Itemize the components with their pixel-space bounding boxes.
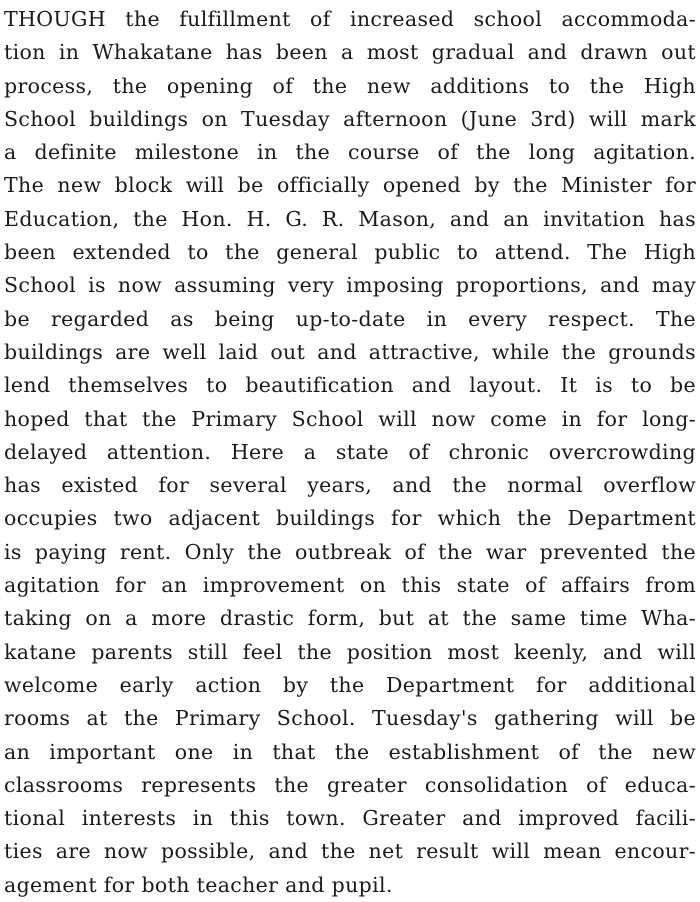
text-line: ties are now possible, and the net result will mean encour- bbox=[4, 839, 696, 864]
text-line: taking on a more drastic form, but at the same time Wha- bbox=[4, 606, 696, 631]
text-line: The new block will be officially opened by the Minister for bbox=[4, 173, 696, 198]
text-line: buildings are well laid out and attractive, while the grounds bbox=[4, 339, 696, 364]
text-line: welcome early action by the Department for additional bbox=[4, 672, 696, 697]
article-text bbox=[4, 3, 696, 902]
text-line: agitation for an improvement on this state of affairs from bbox=[4, 573, 696, 598]
text-line: be regarded as being up-to-date in every respect. The bbox=[4, 306, 696, 331]
text-line: agement for both teacher and pupil. bbox=[4, 872, 393, 897]
text-line: katane parents still feel the position most keenly, and will bbox=[4, 639, 696, 664]
text-line: occupies two adjacent buildings for which the Department bbox=[4, 506, 696, 531]
text-line: has existed for several years, and the normal overflow bbox=[4, 473, 696, 498]
text-line: tional interests in this town. Greater and improved facili- bbox=[4, 806, 696, 831]
text-line: delayed attention. Here a state of chronic overcrowding bbox=[4, 439, 696, 464]
text-line: hoped that the Primary School will now come in for long- bbox=[4, 406, 696, 431]
text-line: rooms at the Primary School. Tuesday's gathering will be bbox=[4, 706, 696, 731]
text-line: is paying rent. Only the outbreak of the war prevented the bbox=[4, 539, 696, 564]
text-line: tion in Whakatane has been a most gradual and drawn out bbox=[4, 40, 696, 65]
text-line: School buildings on Tuesday afternoon (June 3rd) will mark bbox=[4, 106, 696, 131]
text-line: been extended to the general public to attend. The High bbox=[4, 240, 696, 265]
text-line: an important one in that the establishment of the new bbox=[4, 739, 696, 764]
text-line: process, the opening of the new additions to the High bbox=[4, 73, 696, 98]
text-line: a definite milestone in the course of the long agitation. bbox=[4, 140, 696, 165]
text-line: Education, the Hon. H. G. R. Mason, and an invitation has bbox=[4, 206, 696, 231]
text-line: School is now assuming very imposing proportions, and may bbox=[4, 273, 696, 298]
text-line: classrooms represents the greater consolidation of educa- bbox=[4, 772, 696, 797]
text-line: THOUGH the fulfillment of increased school accommoda- bbox=[4, 7, 696, 31]
text-line: lend themselves to beautification and layout. It is to be bbox=[4, 373, 696, 398]
